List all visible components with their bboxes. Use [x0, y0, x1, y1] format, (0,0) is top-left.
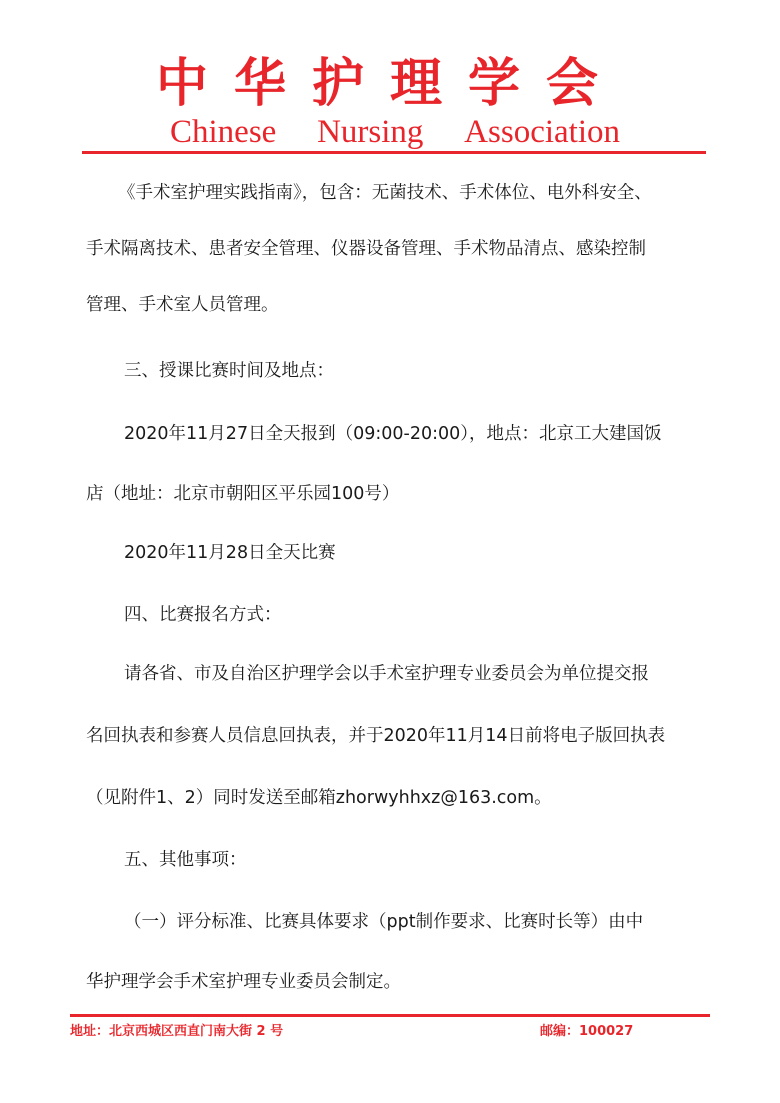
footer-address: 地址：北京西城区西直门南大街 2 号	[70, 1024, 284, 1039]
body-line-6: 店（地址：北京市朝阳区平乐园100号）	[86, 484, 400, 504]
organization-title-chinese: 中华护理学会	[155, 53, 624, 114]
body-line-13: （一）评分标准、比赛具体要求（ppt制作要求、比赛时长等）由中	[124, 912, 644, 932]
section-heading-3: 三、授课比赛时间及地点：	[124, 361, 334, 381]
footer-postcode: 邮编：100027	[540, 1024, 634, 1039]
body-line-11: （见附件1、2）同时发送至邮箱zhorwyhhxz@163.com。	[86, 788, 552, 808]
body-line-7: 2020年11月28日全天比赛	[124, 543, 336, 563]
title-en-word-3: Association	[464, 114, 620, 150]
organization-title-english	[170, 112, 620, 152]
title-en-word-1: Chinese	[170, 114, 277, 150]
body-line-14: 华护理学会手术室护理专业委员会制定。	[86, 972, 401, 992]
body-line-3: 管理、手术室人员管理。	[86, 295, 279, 315]
body-line-1: 《手术室护理实践指南》，包含：无菌技术、手术体位、电外科安全、	[118, 183, 652, 203]
body-line-9: 请各省、市及自治区护理学会以手术室护理专业委员会为单位提交报	[124, 664, 649, 684]
body-line-10: 名回执表和参赛人员信息回执表，并于2020年11月14日前将电子版回执表	[86, 726, 666, 746]
body-line-2: 手术隔离技术、患者安全管理、仪器设备管理、手术物品清点、感染控制	[86, 239, 646, 259]
section-heading-4: 四、比赛报名方式：	[124, 605, 282, 625]
section-heading-5: 五、其他事项：	[124, 850, 247, 870]
title-en-word-2: Nursing	[317, 114, 424, 150]
footer-divider	[70, 1014, 710, 1017]
body-line-5: 2020年11月27日全天报到（09:00-20:00），地点：北京工大建国饭	[124, 424, 662, 444]
header-divider	[82, 151, 706, 154]
